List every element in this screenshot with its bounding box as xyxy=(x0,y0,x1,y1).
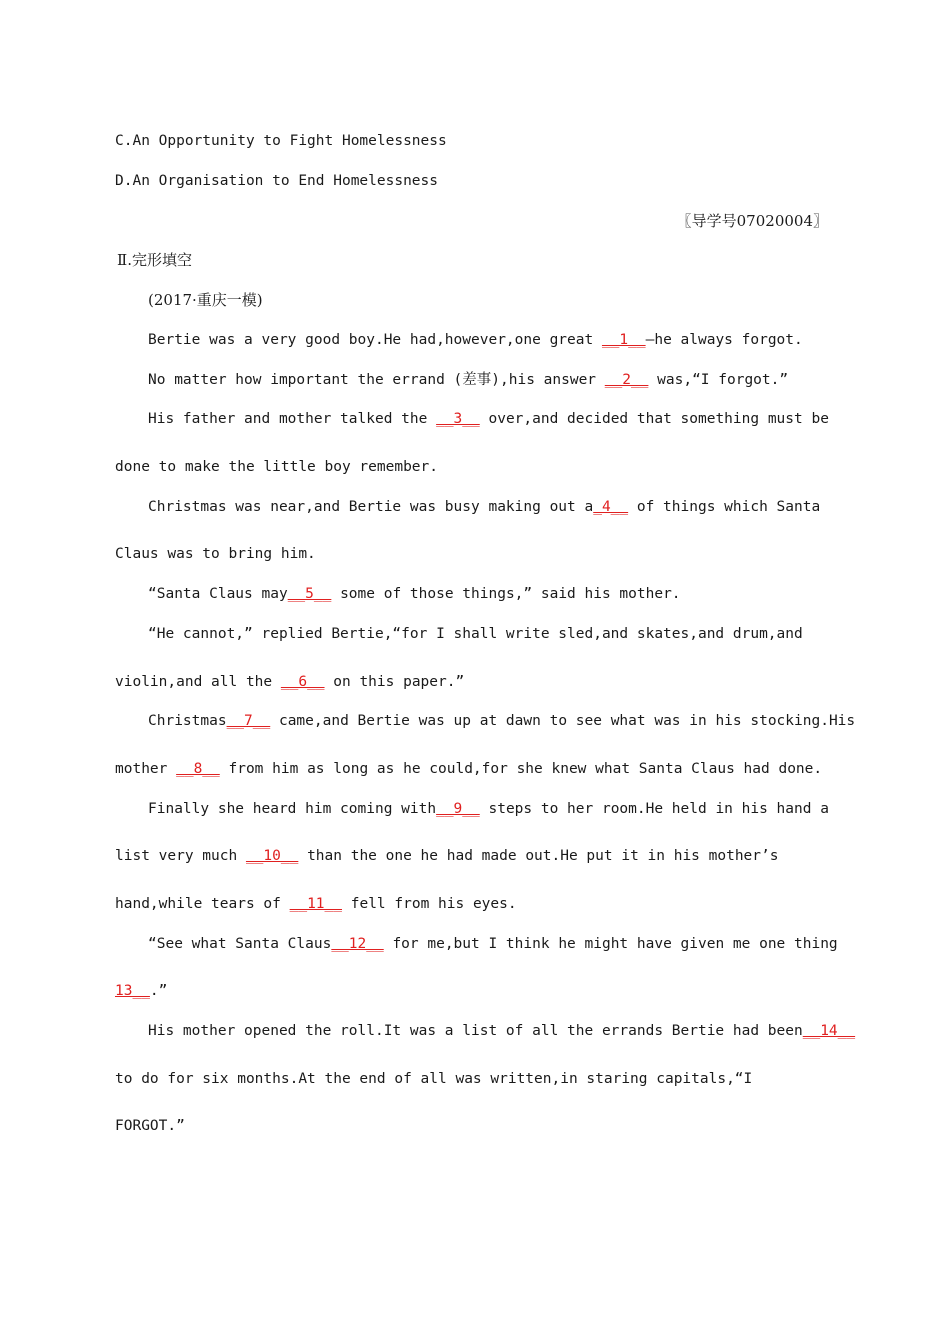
passage-line: His mother opened the roll.It was a list of all the errands Bertie had been__14__ xyxy=(148,1023,856,1039)
passage-line: mother __8__ from him as long as he could,for she knew what Santa Claus had done. xyxy=(115,761,823,777)
passage-line: done to make the little boy remember. xyxy=(115,459,439,475)
passage-line: His father and mother talked the __3__ over,and decided that something must be xyxy=(148,411,829,427)
passage-line: list very much __10__ than the one he had made out.He put it in his mother’s xyxy=(115,848,779,864)
blank-14[interactable]: __14__ xyxy=(802,1023,856,1039)
passage-line: Christmas was near,and Bertie was busy making out a_4__ of things which Santa xyxy=(148,499,821,515)
source-label: (2017·重庆一模) xyxy=(148,291,263,309)
blank-13[interactable]: 13__ xyxy=(115,983,150,999)
option-d: D.An Organisation to End Homelessness xyxy=(115,173,439,189)
passage-line: hand,while tears of __11__ fell from his eyes. xyxy=(115,896,517,912)
passage-line: Christmas__7__ came,and Bertie was up at dawn to see what was in his stocking.His xyxy=(148,713,856,729)
passage-line: violin,and all the __6__ on this paper.” xyxy=(115,674,465,690)
blank-2[interactable]: __2__ xyxy=(604,372,649,388)
blank-5[interactable]: __5__ xyxy=(287,586,332,602)
passage-line: Bertie was a very good boy.He had,however,one great __1__—he always forgot. xyxy=(148,332,803,348)
passage-line: 13__.” xyxy=(115,983,168,999)
blank-7[interactable]: __7__ xyxy=(226,713,271,729)
blank-9[interactable]: __9__ xyxy=(436,801,480,817)
passage-line: Claus was to bring him. xyxy=(115,546,316,562)
section-title: Ⅱ.完形填空 xyxy=(117,251,192,269)
blank-3[interactable]: __3__ xyxy=(436,411,480,427)
passage-line: “Santa Claus may__5__ some of those things,” said his mother. xyxy=(148,586,681,602)
blank-1[interactable]: __1__ xyxy=(601,332,646,348)
blank-4[interactable]: _4__ xyxy=(593,499,629,515)
blank-8[interactable]: __8__ xyxy=(176,761,220,777)
passage-line: FORGOT.” xyxy=(115,1118,185,1134)
blank-12[interactable]: __12__ xyxy=(331,936,384,952)
passage-line: No matter how important the errand (差事),his answer __2__ was,“I forgot.” xyxy=(148,372,789,388)
passage-line: to do for six months.At the end of all was written,in staring capitals,“I xyxy=(115,1071,753,1087)
blank-10[interactable]: __10__ xyxy=(245,848,299,864)
blank-6[interactable]: __6__ xyxy=(280,674,325,690)
blank-11[interactable]: __11__ xyxy=(289,896,342,912)
passage-line: Finally she heard him coming with__9__ steps to her room.He held in his hand a xyxy=(148,801,829,817)
reference-number: 〖导学号07020004〗 xyxy=(676,212,828,230)
option-c: C.An Opportunity to Fight Homelessness xyxy=(115,133,447,149)
passage-line: “He cannot,” replied Bertie,“for I shall write sled,and skates,and drum,and xyxy=(148,626,803,642)
passage-line: “See what Santa Claus__12__ for me,but I think he might have given me one thing xyxy=(148,936,838,952)
